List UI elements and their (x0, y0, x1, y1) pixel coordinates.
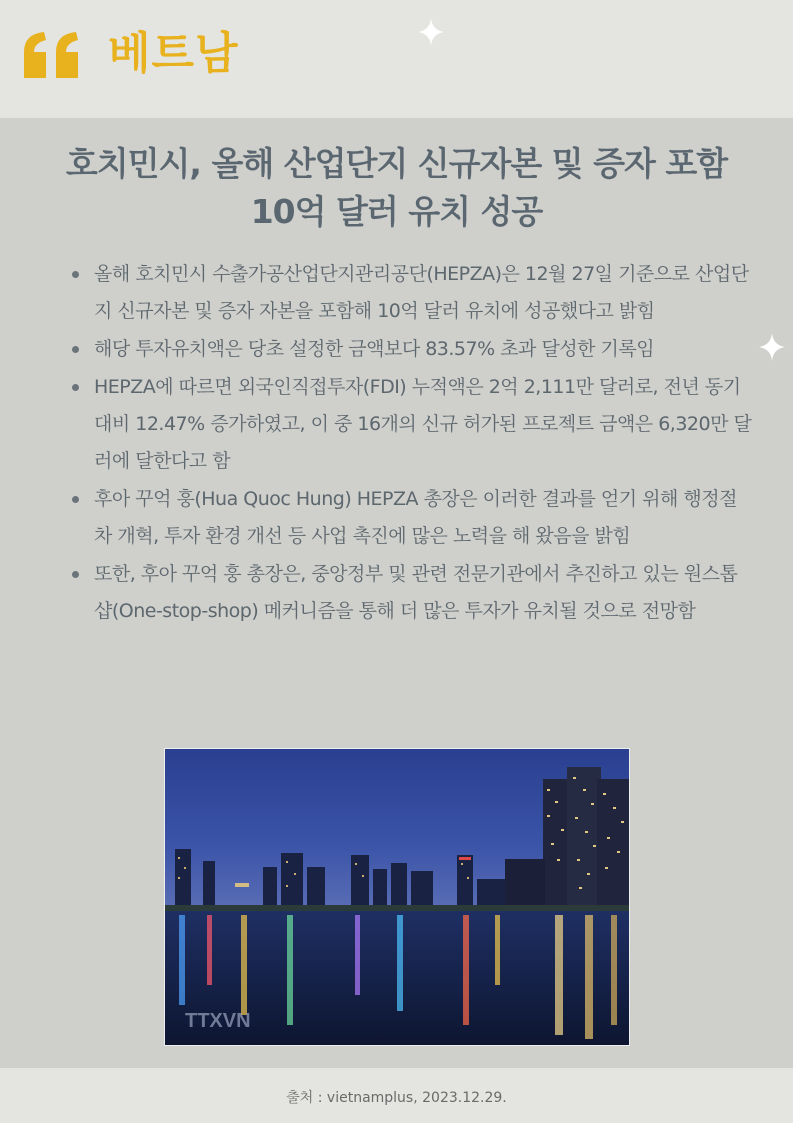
title-line-2: 10억 달러 유치 성공 (250, 192, 543, 231)
source-caption: 출처 : vietnamplus, 2023.12.29. (286, 1090, 507, 1106)
sparkle-icon (759, 333, 785, 361)
header-band (0, 0, 793, 118)
bullet-item: 후아 꾸억 훙(Hua Quoc Hung) HEPZA 총장은 이러한 결과를 얻기 위해 행정절차 개혁, 투자 환경 개선 등 사업 촉진에 많은 노력을 해 왔음을 밝힘 (72, 481, 752, 555)
bullet-list (72, 256, 752, 631)
quote-mark-icon (20, 30, 84, 80)
article-title (20, 140, 773, 236)
bullet-item: 해당 투자유치액은 당초 설정한 금액보다 83.57% 초과 달성한 기록임 (72, 331, 752, 368)
bullet-item: 올해 호치민시 수출가공산업단지관리공단(HEPZA)은 12월 27일 기준으로 산업단지 신규자본 및 증자 자본을 포함해 10억 달러 유치에 성공했다고 밝힘 (72, 256, 752, 330)
photo-watermark: TTXVN (185, 1010, 251, 1032)
title-line-1: 호치민시, 올해 산업단지 신규자본 및 증자 포함 (65, 144, 728, 183)
bullet-item: HEPZA에 따르면 외국인직접투자(FDI) 누적액은 2억 2,111만 달러로, 전년 동기 대비 12.47% 증가하였고, 이 중 16개의 신규 허가된 프로젝트 금액은 6,320만 달러에 달한다고 함 (72, 369, 752, 480)
category-label: 베트남 (108, 28, 239, 79)
city-night-photo (164, 748, 630, 1046)
bullet-item: 또한, 후아 꾸억 훙 총장은, 중앙정부 및 관련 전문기관에서 추진하고 있는 원스톱샵(One-stop-shop) 메커니즘을 통해 더 많은 투자가 유치될 것으로 전망함 (72, 556, 752, 630)
sparkle-icon (418, 18, 444, 46)
skyline-illustration (165, 749, 629, 1045)
